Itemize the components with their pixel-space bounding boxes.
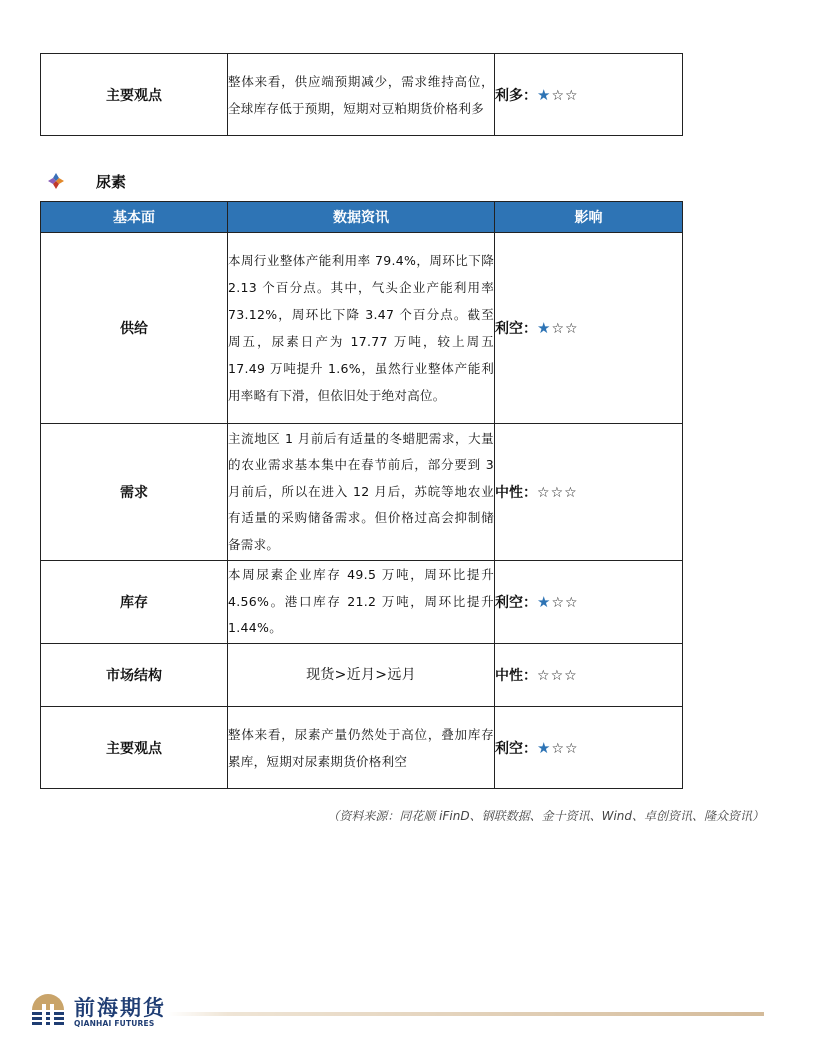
table-row-market-structure <box>41 644 683 707</box>
impact-label: 利空： <box>495 595 537 611</box>
section-title: 尿素 <box>96 172 127 191</box>
footer-rule <box>168 1012 764 1016</box>
impact-cell <box>495 707 683 789</box>
impact-cell <box>495 644 683 707</box>
star-empty-icon: ☆ <box>537 485 551 501</box>
impact-cell <box>495 424 683 561</box>
rating-stars <box>537 595 579 611</box>
star-filled-icon: ★ <box>537 738 552 757</box>
info-cell: 主流地区 1 月前后有适量的冬蜡肥需求，大量的农业需求基本集中在春节前后，部分要到 3 月前后，所以在进入 12 月后，苏皖等地农业有适量的采购储备需求。但价格过高会抑制储备需求。 <box>228 424 495 561</box>
impact-label: 利多： <box>495 87 537 104</box>
impact-label: 利空： <box>495 321 537 337</box>
logo-wordmark: 前海期货 <box>74 995 166 1020</box>
info-cell: 整体来看，供应端预期减少，需求维持高位，全球库存低于预期，短期对豆粕期货价格利多 <box>228 54 495 136</box>
qianhai-logo-icon <box>30 992 66 1030</box>
info-cell: 现货>近月>远月 <box>228 644 495 707</box>
impact-label: 利空： <box>495 740 537 757</box>
source-note: （资料来源：同花顺 iFinD、钢联数据、金十资讯、Wind、卓创资讯、隆众资讯） <box>327 809 764 823</box>
rating-stars <box>537 321 579 337</box>
rating-stars <box>537 485 578 501</box>
header-fundamentals: 基本面 <box>41 202 228 233</box>
rating-stars <box>537 85 579 104</box>
info-cell: 本周尿素企业库存 49.5 万吨，周环比提升 4.56%。港口库存 21.2 万吨，周环比提升 1.44%。 <box>228 561 495 644</box>
star-empty-icon: ☆ <box>551 595 566 611</box>
info-cell: 本周行业整体产能利用率 79.4%，周环比下降 2.13 个百分点。其中，气头企业产能利用率 73.12%，周环比下降 3.47 个百分点。截至周五，尿素日产为 17.77 万吨，较上周五 17.49 万吨提升 1.6%，虽然行业整体产能利用率略有下滑，但依旧处于绝对高位。 <box>228 233 495 424</box>
star-empty-icon: ☆ <box>550 485 565 501</box>
star-empty-icon: ☆ <box>551 740 566 757</box>
star-empty-icon: ☆ <box>564 485 578 501</box>
star-filled-icon: ★ <box>537 593 552 611</box>
rating-stars <box>537 668 578 684</box>
table-row-main-view <box>41 707 683 789</box>
impact-cell <box>495 54 683 136</box>
header-data-info: 数据资讯 <box>228 202 495 233</box>
header-impact: 影响 <box>495 202 683 233</box>
star-empty-icon: ☆ <box>537 668 551 684</box>
factor-cell: 供给 <box>41 233 228 424</box>
info-cell: 整体来看，尿素产量仍然处于高位，叠加库存累库，短期对尿素期货价格利空 <box>228 707 495 789</box>
diamond-bullet-icon <box>48 173 64 189</box>
logo-subtitle: QIANHAI FUTURES <box>74 1019 155 1028</box>
star-empty-icon: ☆ <box>550 668 565 684</box>
impact-label: 中性： <box>495 668 537 684</box>
star-filled-icon: ★ <box>537 85 552 104</box>
factor-cell: 主要观点 <box>41 707 228 789</box>
star-filled-icon: ★ <box>537 319 552 337</box>
rating-stars <box>537 738 579 757</box>
star-empty-icon: ☆ <box>564 668 578 684</box>
impact-cell <box>495 233 683 424</box>
urea-fundamentals-table <box>40 201 683 789</box>
table-row-demand <box>41 424 683 561</box>
impact-label: 中性： <box>495 485 537 501</box>
star-empty-icon: ☆ <box>565 595 579 611</box>
star-empty-icon: ☆ <box>565 740 579 757</box>
table-row-inventory <box>41 561 683 644</box>
star-empty-icon: ☆ <box>551 87 566 104</box>
star-empty-icon: ☆ <box>565 321 579 337</box>
star-empty-icon: ☆ <box>551 321 566 337</box>
section-heading <box>48 170 126 192</box>
table-row <box>41 54 683 136</box>
table-header-row <box>41 202 683 233</box>
table-row-supply <box>41 233 683 424</box>
factor-cell: 库存 <box>41 561 228 644</box>
page-footer <box>30 992 770 1032</box>
impact-cell <box>495 561 683 644</box>
factor-cell: 市场结构 <box>41 644 228 707</box>
star-empty-icon: ☆ <box>565 87 579 104</box>
factor-cell: 主要观点 <box>41 54 228 136</box>
factor-cell: 需求 <box>41 424 228 561</box>
soymeal-summary-table <box>40 53 683 136</box>
